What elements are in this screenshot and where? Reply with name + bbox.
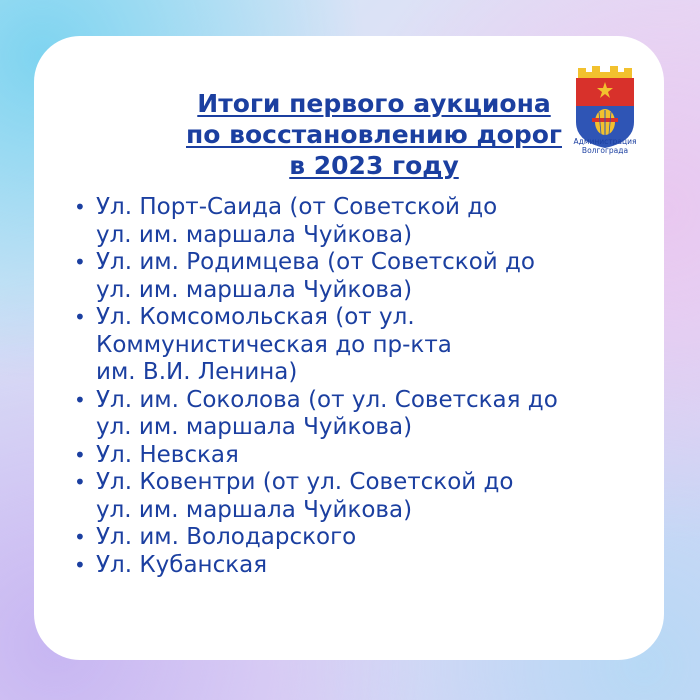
bullet-icon: • [74,195,86,219]
list-item [74,249,654,304]
bullet-icon: • [74,552,86,577]
bullet-icon: • [74,525,86,549]
bullet-icon: • [74,470,86,494]
list-item-line: им. В.И. Ленина) [96,359,298,385]
bullet-icon: • [74,442,86,467]
emblem-caption-line-1: Администрация [573,137,637,146]
list-item-line: ул. им. маршала Чуйкова) [96,276,413,303]
bullet-icon: • [74,305,86,329]
emblem-caption [554,137,656,155]
list-item [74,194,654,249]
title-line-2: по восстановлению дорог [186,120,562,149]
list-item-line: ул. им. маршала Чуйкова) [96,414,413,440]
list-item-line: Ул. им. Володарского [96,524,357,550]
list-item-line: Коммунистическая до пр-кта [96,331,452,358]
list-item-line: Ул. Комсомольская (от ул. [96,304,415,330]
list-item [74,552,654,580]
bullet-icon: • [74,250,86,274]
list-item [74,524,654,552]
bullet-icon: • [74,387,86,412]
title-line-3: в 2023 году [289,151,459,180]
content-card [34,36,664,660]
list-item-line: ул. им. маршала Чуйкова) [96,221,413,248]
list-item-line: Ул. Кубанская [96,551,268,578]
list-item [74,387,654,442]
list-item-line: Ул. Невская [96,441,239,468]
list-item-line: Ул. Порт-Саида (от Советской до [96,194,498,220]
list-item-line: ул. им. маршала Чуйкова) [96,496,413,523]
list-item-line: Ул. Ковентри (от ул. Советской до [96,469,514,495]
list-item-line: Ул. им. Родимцева (от Советской до [96,249,535,275]
title-line-1: Итоги первого аукциона [197,89,551,118]
list-item [74,469,654,524]
emblem-caption-line-2: Волгограда [581,146,629,155]
road-list [74,194,654,579]
list-item-line: Ул. им. Соколова (от ул. Советская до [96,386,558,413]
list-item [74,304,654,387]
list-item [74,442,654,470]
